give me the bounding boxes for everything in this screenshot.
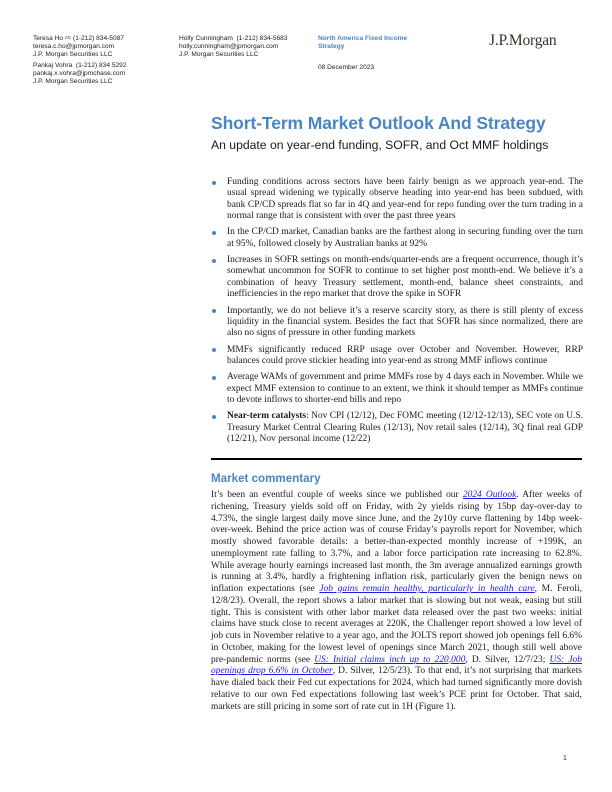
bullet-icon — [212, 376, 216, 380]
author-firm: J.P. Morgan Securities LLC — [33, 78, 113, 85]
bullet-text: Importantly, we do not believe it’s a reserve scarcity story, as there is still plenty of excess liquidity in the financial system. Besides the fact that SOFR has since normalized, there are also no signs of pressure in other funding markets — [227, 305, 583, 339]
summary-bullet — [211, 255, 583, 300]
summary-bullet — [211, 177, 583, 222]
link-job-openings-report[interactable]: US: Job openings drop 6.6% in October — [211, 654, 582, 677]
bullet-text: MMFs significantly reduced RRP usage over October and November. However, RRP balances could prove stickier heading into year-end as strong MMF inflows continue — [227, 344, 583, 366]
page-subtitle: An update on year-end funding, SOFR, and Oct MMF holdings — [211, 138, 549, 152]
bullet-text: Average WAMs of government and prime MMFs rose by 4 days each in November. While we expect MMF extension to continue to an extent, we think it should temper as MMFs continue to devote inflows to shorter-end bills and repo — [227, 372, 583, 405]
bullet-text: In the CP/CD market, Canadian banks are the farthest along in securing funding over the turn at 95%, followed closely by Australian banks at 92% — [227, 227, 583, 249]
summary-bullet — [211, 227, 583, 250]
bullet-icon — [212, 259, 216, 263]
section-heading-market-commentary: Market commentary — [211, 472, 321, 485]
author-firm: J.P. Morgan Securities LLC — [33, 51, 113, 58]
author-block-holly-cunningham — [179, 35, 288, 59]
author-block-teresa-ho — [33, 35, 124, 59]
author-email-link[interactable]: teresa.c.ho@jpmorgan.com — [33, 43, 115, 50]
bullet-bold-label: Near-term catalysts — [227, 411, 307, 422]
paragraph-text: , D. Silver, 12/7/23; — [465, 654, 550, 665]
bullet-text: Increases in SOFR settings on month-ends/quarter-ends are a frequent occurrence, though it’s somewhat uncommon for SOFR to continue to set higher post month-end. We believe it’s a combination of heavy Treasury settlement, month-end, balance sheet constraints, and inefficiencies in the repo market that drove the spike in SOFR — [227, 255, 583, 300]
jpmorgan-logo: J.P.Morgan — [489, 32, 557, 49]
author-name: Pankaj Vohra — [33, 62, 73, 69]
department-label — [318, 35, 407, 51]
bullet-text: Funding conditions across sectors have been fairly benign as we approach year-end. The usual spread widening we typically observe heading into year-end has been subdued, with bank CP/CD spreads flat so far in 4Q and year-end for repo funding over the turn trading in a normal range that is consistent with over the past three years — [227, 177, 583, 221]
author-email-link[interactable]: pankaj.x.vohra@jpmchase.com — [33, 70, 126, 77]
paragraph-text: It’s been an eventful couple of weeks since we published our — [211, 490, 463, 500]
summary-bullet — [211, 345, 583, 368]
bullet-icon — [212, 348, 216, 352]
link-job-gains-report[interactable]: Job gains remain healthy, particularly in health care — [319, 584, 535, 594]
author-name-line — [179, 35, 288, 43]
author-name-line — [33, 35, 124, 43]
summary-bullet-list — [211, 177, 583, 451]
publication-date: 08 December 2023 — [318, 64, 375, 71]
link-initial-claims-report[interactable]: US: Initial claims inch up to 220,000 — [314, 654, 466, 665]
paragraph-text: , M. Feroli, 12/8/23). Overall, the report shows a labor market that is slowing but not weak, easing but still tight. This is consistent with other labor market data released over the past two weeks: initial claims have stuck close to recent averages at 220K, the Challenger report showed a low level of job cuts in November relative to a year ago, and the JOLTS report showed job openings fell 6.6% in October, making for the lowest level of openings since March 2021, though still well above pre-pandemic norms (see — [211, 584, 583, 665]
link-2024-outlook[interactable]: 2024 Outlook — [462, 490, 517, 500]
summary-bullet-catalysts — [211, 411, 583, 445]
author-block-pankaj-vohra — [33, 62, 127, 86]
summary-bullet — [211, 372, 583, 406]
analyst-certification-mark: AC — [64, 35, 72, 40]
section-divider — [211, 458, 582, 460]
bullet-icon — [212, 415, 216, 419]
author-firm: J.P. Morgan Securities LLC — [179, 51, 259, 58]
author-name-line — [33, 62, 127, 70]
author-phone: (1-212) 834-5683 — [236, 35, 288, 42]
bullet-text: : Nov CPI (12/12), Dec FOMC meeting (12/12-12/13), SEC vote on U.S. Treasury Market Central Clearing Rules (12/13), Nov retail sales (12/14), 3Q final real GDP (12/21), Nov personal income (12/22) — [227, 411, 583, 445]
bullet-icon — [212, 181, 216, 185]
department-line-2: Strategy — [318, 43, 345, 50]
bullet-icon — [212, 231, 216, 235]
author-phone: (1-212) 834 5292 — [75, 62, 127, 69]
market-commentary-paragraph — [211, 490, 582, 713]
summary-bullet — [211, 306, 583, 340]
page-number: 1 — [563, 755, 567, 762]
paragraph-text: , D. Silver, 12/5/23). To that end, it’s not surprising that markets have dialed back their Fed cut expectations for 2024, which had turned significantly more dovish relative to our own Fed expectations following last week’s PCE print for October. That said, markets are still pricing in some sort of rate cut in 1H (Figure 1). — [211, 666, 582, 712]
author-name: Teresa Ho — [33, 35, 64, 42]
department-line-1: North America Fixed Income — [318, 35, 408, 42]
author-email-link[interactable]: holly.cunningham@jpmorgan.com — [179, 43, 279, 50]
paragraph-text: . After weeks of richening, Treasury yields sold off on Friday, with 2y yields rising by 15bp day-over-day to 4.73%, the single largest daily move since June, and the 2y10y curve flattening by 14bp week-over-week. Behind the price action was of course Friday’s payrolls report for November, which mostly showed favorable details: a better-than-expected monthly increase of +199K, an unemployment rate falling to 3.7%, and a labor force participation rate increasing to 62.8%. While average hourly earnings increased last month, the 3m average annualized earnings growth is running at 3.4%, hardly a frightening inflation risk, particularly given the benign news on inflation expectations (see — [211, 490, 582, 594]
author-phone: (1-212) 834-5087 — [73, 35, 124, 42]
page-title: Short-Term Market Outlook And Strategy — [211, 113, 546, 133]
author-name: Holly Cunningham — [179, 35, 233, 42]
bullet-icon — [212, 309, 216, 313]
